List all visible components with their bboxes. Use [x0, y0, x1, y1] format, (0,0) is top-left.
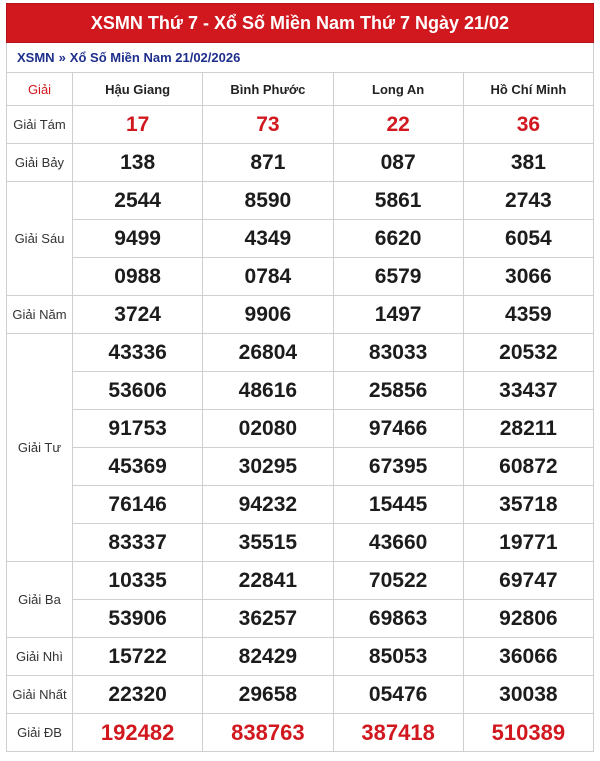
prize-number: 192482	[73, 714, 203, 752]
prize-number: 83337	[73, 524, 203, 562]
prize-number: 35718	[463, 486, 593, 524]
column-header-province[interactable]: Hồ Chí Minh	[463, 73, 593, 106]
prize-number: 15445	[333, 486, 463, 524]
prize-number: 871	[203, 144, 333, 182]
prize-number: 087	[333, 144, 463, 182]
table-row	[7, 638, 594, 676]
breadcrumb	[6, 43, 594, 72]
prize-label: Giải Tám	[7, 106, 73, 144]
prize-number: 67395	[333, 448, 463, 486]
page-title: XSMN Thứ 7 - Xổ Số Miền Nam Thứ 7 Ngày 21/02	[6, 3, 594, 43]
breadcrumb-current-link[interactable]: Xổ Số Miền Nam 21/02/2026	[69, 50, 241, 65]
prize-number: 4359	[463, 296, 593, 334]
prize-number: 8590	[203, 182, 333, 220]
prize-number: 73	[203, 106, 333, 144]
prize-number: 3066	[463, 258, 593, 296]
prize-number: 91753	[73, 410, 203, 448]
prize-label: Giải Năm	[7, 296, 73, 334]
prize-number: 94232	[203, 486, 333, 524]
table-row	[7, 182, 594, 220]
prize-number: 17	[73, 106, 203, 144]
table-row	[7, 524, 594, 562]
prize-number: 1497	[333, 296, 463, 334]
results-table	[6, 72, 594, 752]
prize-number: 381	[463, 144, 593, 182]
prize-number: 05476	[333, 676, 463, 714]
prize-number: 53906	[73, 600, 203, 638]
prize-number: 53606	[73, 372, 203, 410]
prize-number: 28211	[463, 410, 593, 448]
prize-number: 6579	[333, 258, 463, 296]
prize-label: Giải Sáu	[7, 182, 73, 296]
prize-label: Giải Ba	[7, 562, 73, 638]
prize-number: 838763	[203, 714, 333, 752]
prize-number: 85053	[333, 638, 463, 676]
prize-number: 92806	[463, 600, 593, 638]
prize-number: 45369	[73, 448, 203, 486]
prize-number: 9499	[73, 220, 203, 258]
prize-number: 60872	[463, 448, 593, 486]
prize-number: 02080	[203, 410, 333, 448]
table-row	[7, 106, 594, 144]
breadcrumb-home-link[interactable]: XSMN	[17, 50, 55, 65]
prize-number: 510389	[463, 714, 593, 752]
table-row	[7, 334, 594, 372]
prize-number: 69747	[463, 562, 593, 600]
prize-number: 22841	[203, 562, 333, 600]
table-row	[7, 220, 594, 258]
column-header-province[interactable]: Hậu Giang	[73, 73, 203, 106]
prize-number: 2544	[73, 182, 203, 220]
prize-number: 26804	[203, 334, 333, 372]
table-row	[7, 600, 594, 638]
table-row	[7, 258, 594, 296]
prize-label: Giải Nhất	[7, 676, 73, 714]
column-header-province[interactable]: Long An	[333, 73, 463, 106]
prize-number: 30295	[203, 448, 333, 486]
prize-number: 36257	[203, 600, 333, 638]
prize-number: 43660	[333, 524, 463, 562]
prize-number: 29658	[203, 676, 333, 714]
table-row	[7, 372, 594, 410]
prize-number: 0988	[73, 258, 203, 296]
table-row	[7, 714, 594, 752]
column-header-province[interactable]: Bình Phước	[203, 73, 333, 106]
table-row	[7, 144, 594, 182]
prize-number: 69863	[333, 600, 463, 638]
table-row	[7, 562, 594, 600]
prize-number: 35515	[203, 524, 333, 562]
prize-number: 387418	[333, 714, 463, 752]
results-body	[7, 106, 594, 752]
prize-number: 0784	[203, 258, 333, 296]
prize-label: Giải Nhì	[7, 638, 73, 676]
column-header-prize: Giải	[7, 73, 73, 106]
prize-number: 10335	[73, 562, 203, 600]
table-row	[7, 410, 594, 448]
prize-number: 22320	[73, 676, 203, 714]
prize-label: Giải ĐB	[7, 714, 73, 752]
prize-number: 82429	[203, 638, 333, 676]
prize-number: 19771	[463, 524, 593, 562]
prize-number: 6620	[333, 220, 463, 258]
prize-number: 6054	[463, 220, 593, 258]
table-header-row	[7, 73, 594, 106]
table-row	[7, 676, 594, 714]
table-row	[7, 296, 594, 334]
prize-number: 9906	[203, 296, 333, 334]
prize-number: 76146	[73, 486, 203, 524]
table-row	[7, 486, 594, 524]
prize-number: 5861	[333, 182, 463, 220]
prize-number: 97466	[333, 410, 463, 448]
prize-number: 20532	[463, 334, 593, 372]
prize-number: 2743	[463, 182, 593, 220]
prize-number: 138	[73, 144, 203, 182]
prize-number: 25856	[333, 372, 463, 410]
prize-number: 3724	[73, 296, 203, 334]
prize-number: 15722	[73, 638, 203, 676]
prize-number: 36066	[463, 638, 593, 676]
prize-label: Giải Tư	[7, 334, 73, 562]
prize-label: Giải Bảy	[7, 144, 73, 182]
prize-number: 33437	[463, 372, 593, 410]
table-row	[7, 448, 594, 486]
prize-number: 30038	[463, 676, 593, 714]
prize-number: 36	[463, 106, 593, 144]
prize-number: 48616	[203, 372, 333, 410]
prize-number: 4349	[203, 220, 333, 258]
breadcrumb-separator: »	[58, 50, 66, 65]
prize-number: 22	[333, 106, 463, 144]
results-container	[6, 3, 594, 752]
prize-number: 70522	[333, 562, 463, 600]
prize-number: 43336	[73, 334, 203, 372]
prize-number: 83033	[333, 334, 463, 372]
